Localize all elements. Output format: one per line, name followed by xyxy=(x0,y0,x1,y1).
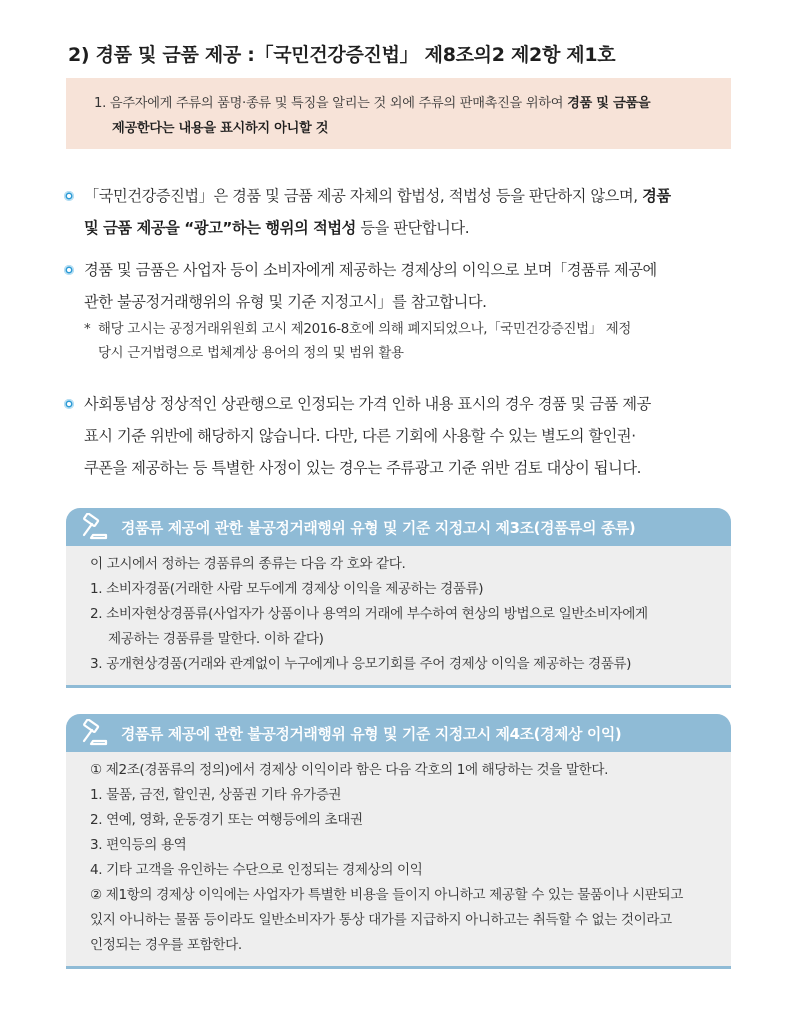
bullet-text-2-line-1: 경품 및 금품은 사업자 등이 소비자에게 제공하는 경제상의 이익으로 보며「경품류 제공에 xyxy=(84,261,657,279)
circle-bullet-icon xyxy=(64,265,74,275)
panel-line: 2. 소비자현상경품류(사업자가 상품이나 용역의 거래에 부수하여 현상의 방법으로 일반소비자에게 xyxy=(90,606,648,622)
law-quote-emphasis: 경품 및 금품을 xyxy=(567,96,651,111)
panel-line: ① 제2조(경품류의 정의)에서 경제상 이익이라 함은 다음 각호의 1에 해당하는 것을 말한다. xyxy=(90,762,609,778)
panel-line: 제공하는 경품류를 말한다. 이하 같다) xyxy=(108,631,324,647)
law-quote-emphasis-2: 제공한다는 내용을 표시하지 아니할 것 xyxy=(112,121,329,136)
bullet-item-3 xyxy=(64,388,736,484)
bullet-text-3-line-1: 사회통념상 정상적인 상관행으로 인정되는 가격 인하 내용 표시의 경우 경품 및 금품 제공 xyxy=(84,395,651,413)
panel-body xyxy=(66,546,731,685)
law-quote-line-2 xyxy=(94,116,713,141)
panel-line: 4. 기타 고객을 유인하는 수단으로 인정되는 경제상의 이익 xyxy=(90,862,423,878)
panel-line: 있지 아니하는 물품 등이라도 일반소비자가 통상 대가를 지급하지 아니하고는 취득할 수 없는 것이라고 xyxy=(90,912,672,928)
panel-body xyxy=(66,752,731,966)
panel-line: 3. 편익등의 용역 xyxy=(90,837,187,853)
panel-line: 1. 소비자경품(거래한 사람 모두에게 경제상 이익을 제공하는 경품류) xyxy=(90,581,484,597)
circle-bullet-icon xyxy=(64,399,74,409)
bullet-item-2 xyxy=(64,254,736,318)
bullet-text-3-line-2: 표시 기준 위반에 해당하지 않습니다. 다만, 다른 기회에 사용할 수 있는 별도의 할인권· xyxy=(84,427,636,445)
circle-bullet-icon xyxy=(64,191,74,201)
regulation-panel-article-4 xyxy=(66,714,731,969)
bullet-text-3-line-3: 쿠폰을 제공하는 등 특별한 사정이 있는 경우는 주류광고 기준 위반 검토 대상이 됩니다. xyxy=(84,459,642,477)
law-quote-line-1 xyxy=(94,91,713,116)
law-quote-box xyxy=(66,78,731,149)
gavel-icon xyxy=(78,513,110,541)
footnote-line-2: 당시 근거법령으로 법체계상 용어의 정의 및 범위 활용 xyxy=(98,346,404,361)
panel-title: 경품류 제공에 관한 불공정거래행위 유형 및 기준 지정고시 제3조(경품류의 종류) xyxy=(121,520,636,537)
footnote xyxy=(84,318,736,366)
panel-header xyxy=(66,508,731,546)
bullet-text-2-line-2: 관한 불공정거래행위의 유형 및 기준 지정고시」를 참고합니다. xyxy=(84,293,487,311)
bullet-text-1: 「국민건강증진법」은 경품 및 금품 제공 자체의 합법성, 적법성 등을 판단하지 않으며, 경품 xyxy=(84,187,671,205)
gavel-icon xyxy=(78,719,110,747)
footnote-line-1: 해당 고시는 공정거래위원회 고시 제2016-8호에 의해 폐지되었으나,「국민건강증진법」 제정 xyxy=(98,322,632,337)
panel-header xyxy=(66,714,731,752)
bullet-text-1-cont: 및 금품 제공을 “광고”하는 행위의 적법성 등을 판단합니다. xyxy=(84,219,470,237)
panel-line: 1. 물품, 금전, 할인권, 상품권 기타 유가증권 xyxy=(90,787,342,803)
regulation-panel-article-3 xyxy=(66,508,731,688)
bullet-item-1 xyxy=(64,180,736,244)
panel-line: 이 고시에서 정하는 경품류의 종류는 다음 각 호와 같다. xyxy=(90,556,406,572)
panel-line: 인정되는 경우를 포함한다. xyxy=(90,937,242,953)
panel-line: 3. 공개현상경품(거래와 관계없이 누구에게나 응모기회를 주어 경제상 이익을 제공하는 경품류) xyxy=(90,656,632,672)
footnote-marker: * xyxy=(84,322,91,337)
law-quote-text: 1. 음주자에게 주류의 품명·종류 및 특징을 알리는 것 외에 주류의 판매촉진을 위하여 xyxy=(94,96,568,111)
panel-line: ② 제1항의 경제상 이익에는 사업자가 특별한 비용을 들이지 아니하고 제공할 수 있는 물품이나 시판되고 xyxy=(90,887,684,903)
panel-line: 2. 연예, 영화, 운동경기 또는 여행등에의 초대권 xyxy=(90,812,363,828)
section-title: 2) 경품 및 금품 제공 :「국민건강증진법」 제8조의2 제2항 제1호 xyxy=(68,44,616,66)
panel-title: 경품류 제공에 관한 불공정거래행위 유형 및 기준 지정고시 제4조(경제상 이익) xyxy=(121,726,622,743)
